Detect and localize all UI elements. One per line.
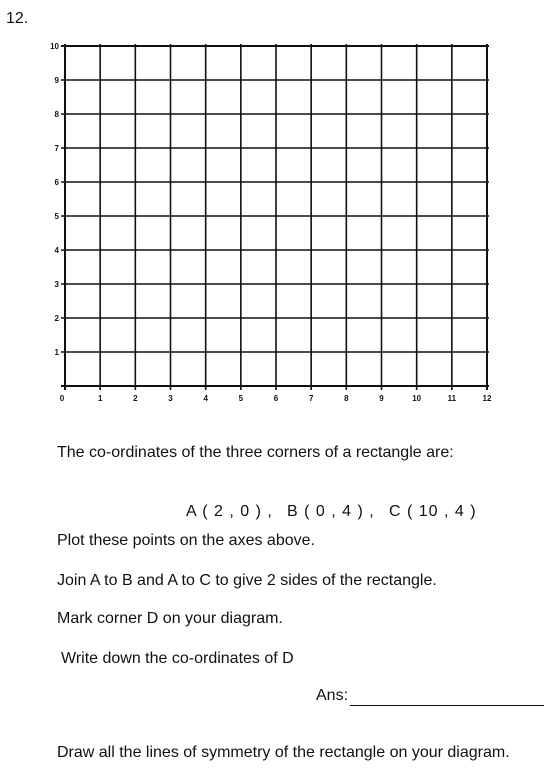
mark-instruction: Mark corner D on your diagram. [57, 610, 283, 627]
write-instruction: Write down the co-ordinates of D [61, 650, 294, 667]
x-tick-label: 12 [482, 394, 492, 403]
x-tick-label: 4 [203, 394, 208, 403]
y-tick-label: 5 [54, 212, 59, 221]
x-tick-label: 11 [447, 394, 457, 403]
y-tick-label: 10 [50, 42, 59, 51]
point-b: B ( 0 , 4 ) , [287, 503, 375, 520]
y-tick-label: 7 [54, 144, 59, 153]
x-tick-label: 8 [344, 394, 349, 403]
x-tick-label: 3 [168, 394, 173, 403]
x-tick-label: 6 [273, 394, 279, 403]
x-tick-label: 7 [308, 394, 314, 403]
y-tick-label: 1 [54, 348, 59, 357]
intro-text: The co-ordinates of the three corners of a rectangle are: [57, 444, 454, 461]
answer-line[interactable] [350, 705, 544, 706]
y-tick-label: 2 [54, 314, 59, 323]
x-tick-label: 10 [412, 394, 422, 403]
y-tick-label: 4 [54, 246, 59, 255]
y-tick-label: 3 [54, 280, 59, 289]
plot-instruction: Plot these points on the axes above. [57, 532, 315, 549]
y-tick-label: 8 [54, 110, 59, 119]
y-tick-label: 6 [54, 178, 59, 187]
x-tick-label: 2 [133, 394, 138, 403]
join-instruction: Join A to B and A to C to give 2 sides of the rectangle. [57, 572, 437, 589]
x-tick-label: 1 [97, 394, 103, 403]
point-a: A ( 2 , 0 ) , [186, 503, 273, 520]
symmetry-instruction: Draw all the lines of symmetry of the rectangle on your diagram. [57, 744, 510, 761]
y-tick-label: 9 [54, 76, 59, 85]
x-tick-label: 0 [59, 394, 65, 403]
answer-label: Ans: [316, 687, 349, 704]
question-number: 12. [6, 10, 29, 27]
point-c: C ( 10 , 4 ) [389, 503, 477, 520]
x-tick-label: 5 [238, 394, 244, 403]
x-tick-label: 9 [379, 394, 384, 403]
